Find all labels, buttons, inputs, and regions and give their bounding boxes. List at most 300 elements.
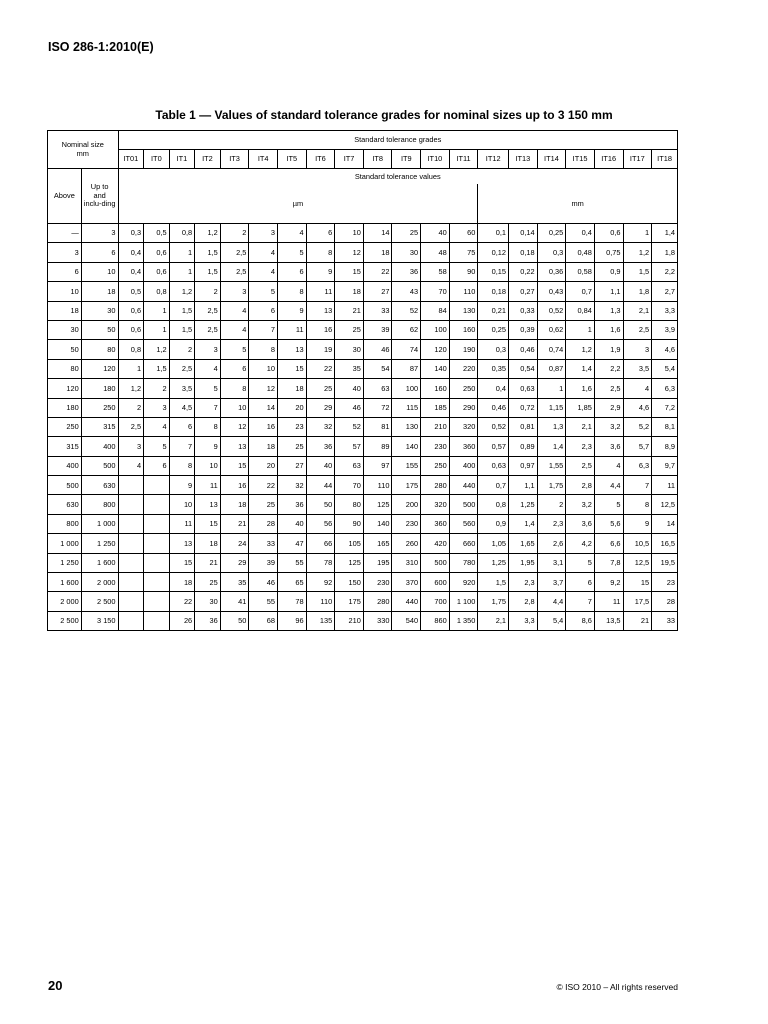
- value-cell: 7: [169, 437, 195, 456]
- value-cell: 2: [144, 379, 170, 398]
- value-cell: 57: [335, 437, 364, 456]
- value-cell: [144, 553, 170, 572]
- value-cell: 30: [392, 243, 421, 262]
- value-cell: 6: [249, 301, 278, 320]
- value-cell: 0,84: [566, 301, 595, 320]
- above-cell: 180: [48, 398, 82, 417]
- value-cell: 700: [421, 592, 450, 611]
- value-cell: 7: [566, 592, 595, 611]
- value-cell: 1: [566, 320, 595, 339]
- value-cell: 75: [449, 243, 478, 262]
- value-cell: 1,6: [594, 320, 623, 339]
- value-cell: 1: [537, 379, 566, 398]
- table-row: [48, 359, 678, 378]
- value-cell: 46: [363, 340, 392, 359]
- value-cell: 1,5: [623, 262, 652, 281]
- value-cell: 50: [306, 495, 335, 514]
- value-cell: 1,3: [594, 301, 623, 320]
- value-cell: 15: [335, 262, 364, 281]
- value-cell: 3: [195, 340, 221, 359]
- value-cell: 860: [421, 611, 450, 630]
- value-cell: 120: [421, 340, 450, 359]
- value-cell: 68: [249, 611, 278, 630]
- value-cell: 7,8: [594, 553, 623, 572]
- above-header: Above: [48, 169, 82, 224]
- value-cell: [144, 573, 170, 592]
- value-cell: 0,57: [478, 437, 509, 456]
- value-cell: 5,7: [623, 437, 652, 456]
- unit-um-header: µm: [118, 184, 478, 224]
- value-cell: 11: [277, 320, 306, 339]
- value-cell: 0,4: [118, 262, 144, 281]
- grade-header-it01: IT01: [118, 150, 144, 169]
- value-cell: 40: [306, 456, 335, 475]
- value-cell: 92: [306, 573, 335, 592]
- value-cell: 1,5: [195, 262, 221, 281]
- above-cell: 315: [48, 437, 82, 456]
- value-cell: 140: [363, 514, 392, 533]
- table-row: [48, 301, 678, 320]
- value-cell: 5,4: [652, 359, 678, 378]
- value-cell: 19: [306, 340, 335, 359]
- value-cell: 1,2: [623, 243, 652, 262]
- value-cell: 175: [392, 476, 421, 495]
- value-cell: 210: [335, 611, 364, 630]
- above-cell: 500: [48, 476, 82, 495]
- up-to-cell: 3 150: [81, 611, 118, 630]
- value-cell: 500: [421, 553, 450, 572]
- table-row: [48, 437, 678, 456]
- value-cell: 0,25: [478, 320, 509, 339]
- value-cell: 36: [195, 611, 221, 630]
- grade-header-it9: IT9: [392, 150, 421, 169]
- value-cell: 1,4: [566, 359, 595, 378]
- value-cell: 2: [169, 340, 195, 359]
- value-cell: 5: [277, 243, 306, 262]
- value-cell: 2,5: [623, 320, 652, 339]
- nominal-size-unit: mm: [76, 148, 89, 158]
- value-cell: 560: [449, 514, 478, 533]
- value-cell: 0,74: [537, 340, 566, 359]
- value-cell: 2,5: [195, 301, 221, 320]
- up-to-cell: 30: [81, 301, 118, 320]
- value-cell: 1,25: [509, 495, 538, 514]
- value-cell: 18: [277, 379, 306, 398]
- up-to-cell: 2 000: [81, 573, 118, 592]
- value-cell: 1,4: [652, 224, 678, 243]
- value-cell: 18: [169, 573, 195, 592]
- value-cell: [118, 534, 144, 553]
- value-cell: 1: [144, 301, 170, 320]
- value-cell: 0,4: [478, 379, 509, 398]
- value-cell: 5,6: [594, 514, 623, 533]
- value-cell: 21: [195, 553, 221, 572]
- value-cell: 78: [277, 592, 306, 611]
- value-cell: 8: [277, 282, 306, 301]
- value-cell: 330: [363, 611, 392, 630]
- value-cell: 0,3: [537, 243, 566, 262]
- value-cell: 2: [118, 398, 144, 417]
- page-number: 20: [48, 978, 63, 993]
- value-cell: 7: [249, 320, 278, 339]
- value-cell: 21: [220, 514, 249, 533]
- value-cell: 3: [249, 224, 278, 243]
- value-cell: 3,7: [537, 573, 566, 592]
- up-to-cell: 400: [81, 437, 118, 456]
- up-to-cell: 50: [81, 320, 118, 339]
- up-to-cell: 250: [81, 398, 118, 417]
- value-cell: 110: [363, 476, 392, 495]
- value-cell: 3: [220, 282, 249, 301]
- value-cell: 4: [144, 417, 170, 436]
- value-cell: 0,75: [594, 243, 623, 262]
- value-cell: 5: [566, 553, 595, 572]
- value-cell: 0,9: [594, 262, 623, 281]
- value-cell: 18: [195, 534, 221, 553]
- value-cell: 43: [392, 282, 421, 301]
- value-cell: 0,22: [509, 262, 538, 281]
- grade-header-it11: IT11: [449, 150, 478, 169]
- value-cell: 20: [249, 456, 278, 475]
- value-cell: 135: [306, 611, 335, 630]
- value-cell: 87: [392, 359, 421, 378]
- table-row: [48, 243, 678, 262]
- value-cell: [118, 553, 144, 572]
- value-cell: 0,25: [537, 224, 566, 243]
- value-cell: 28: [652, 592, 678, 611]
- value-cell: 3: [623, 340, 652, 359]
- value-cell: 48: [421, 243, 450, 262]
- value-cell: [144, 476, 170, 495]
- value-cell: 11: [195, 476, 221, 495]
- value-cell: 230: [392, 514, 421, 533]
- value-cell: 320: [449, 417, 478, 436]
- value-cell: 4,4: [537, 592, 566, 611]
- value-cell: 1,6: [566, 379, 595, 398]
- value-cell: 185: [421, 398, 450, 417]
- value-cell: 44: [306, 476, 335, 495]
- grade-header-it10: IT10: [421, 150, 450, 169]
- table-row: [48, 224, 678, 243]
- value-cell: 10: [220, 398, 249, 417]
- above-cell: —: [48, 224, 82, 243]
- value-cell: 140: [392, 437, 421, 456]
- table-row: [48, 340, 678, 359]
- value-cell: 2,9: [594, 398, 623, 417]
- value-cell: 39: [363, 320, 392, 339]
- value-cell: 47: [277, 534, 306, 553]
- grade-header-it16: IT16: [594, 150, 623, 169]
- value-cell: 21: [623, 611, 652, 630]
- value-cell: 8: [623, 495, 652, 514]
- value-cell: 25: [277, 437, 306, 456]
- value-cell: 6: [306, 224, 335, 243]
- value-cell: 0,52: [478, 417, 509, 436]
- value-cell: 13,5: [594, 611, 623, 630]
- value-cell: 1,5: [478, 573, 509, 592]
- copyright-notice: © ISO 2010 – All rights reserved: [556, 982, 678, 992]
- value-cell: 0,5: [144, 224, 170, 243]
- above-cell: 2 000: [48, 592, 82, 611]
- value-cell: 55: [249, 592, 278, 611]
- grade-header-it0: IT0: [144, 150, 170, 169]
- value-cell: 33: [652, 611, 678, 630]
- value-cell: 13: [277, 340, 306, 359]
- value-cell: 21: [335, 301, 364, 320]
- value-cell: 220: [449, 359, 478, 378]
- value-cell: 0,6: [144, 243, 170, 262]
- up-to-cell: 1 000: [81, 514, 118, 533]
- value-cell: 140: [421, 359, 450, 378]
- value-cell: 36: [277, 495, 306, 514]
- value-cell: 0,18: [509, 243, 538, 262]
- above-cell: 120: [48, 379, 82, 398]
- value-cell: 1,05: [478, 534, 509, 553]
- value-cell: 11: [594, 592, 623, 611]
- value-cell: 5: [594, 495, 623, 514]
- grade-header-it6: IT6: [306, 150, 335, 169]
- value-cell: 0,6: [594, 224, 623, 243]
- value-cell: 16,5: [652, 534, 678, 553]
- table-row: [48, 320, 678, 339]
- value-cell: 52: [392, 301, 421, 320]
- table-row: [48, 514, 678, 533]
- tolerance-table: [47, 130, 678, 631]
- above-cell: 10: [48, 282, 82, 301]
- value-cell: 70: [421, 282, 450, 301]
- value-cell: 4,5: [169, 398, 195, 417]
- value-cell: 250: [449, 379, 478, 398]
- up-to-cell: 6: [81, 243, 118, 262]
- value-cell: 30: [195, 592, 221, 611]
- value-cell: 4,6: [652, 340, 678, 359]
- value-cell: 0,4: [566, 224, 595, 243]
- value-cell: 1: [169, 243, 195, 262]
- value-cell: 40: [277, 514, 306, 533]
- value-cell: 3,1: [537, 553, 566, 572]
- value-cell: 125: [335, 553, 364, 572]
- up-to-cell: 630: [81, 476, 118, 495]
- value-cell: 2,1: [566, 417, 595, 436]
- value-cell: [118, 611, 144, 630]
- grade-header-it4: IT4: [249, 150, 278, 169]
- standard-grades-header: Standard tolerance grades: [118, 131, 677, 150]
- table-row: [48, 573, 678, 592]
- value-cell: 0,3: [478, 340, 509, 359]
- value-cell: 0,8: [478, 495, 509, 514]
- table-row: [48, 417, 678, 436]
- value-cell: 26: [169, 611, 195, 630]
- value-cell: 2: [220, 224, 249, 243]
- value-cell: 1,1: [509, 476, 538, 495]
- value-cell: 780: [449, 553, 478, 572]
- value-cell: 14: [363, 224, 392, 243]
- value-cell: 130: [392, 417, 421, 436]
- value-cell: 84: [421, 301, 450, 320]
- above-cell: 50: [48, 340, 82, 359]
- value-cell: 3,5: [169, 379, 195, 398]
- up-to-cell: 120: [81, 359, 118, 378]
- value-cell: 35: [220, 573, 249, 592]
- value-cell: 3,2: [566, 495, 595, 514]
- grade-header-it7: IT7: [335, 150, 364, 169]
- value-cell: 29: [220, 553, 249, 572]
- above-cell: 1 600: [48, 573, 82, 592]
- value-cell: 3,9: [652, 320, 678, 339]
- value-cell: 8: [306, 243, 335, 262]
- value-cell: 30: [335, 340, 364, 359]
- value-cell: 5,2: [623, 417, 652, 436]
- value-cell: 0,15: [478, 262, 509, 281]
- value-cell: 2: [537, 495, 566, 514]
- value-cell: 0,12: [478, 243, 509, 262]
- grade-header-it1: IT1: [169, 150, 195, 169]
- value-cell: 54: [363, 359, 392, 378]
- value-cell: 1,3: [537, 417, 566, 436]
- value-cell: 155: [392, 456, 421, 475]
- value-cell: 25: [392, 224, 421, 243]
- value-cell: 2,3: [566, 437, 595, 456]
- value-cell: 18: [220, 495, 249, 514]
- value-cell: 10,5: [623, 534, 652, 553]
- value-cell: 0,9: [478, 514, 509, 533]
- value-cell: 2,1: [478, 611, 509, 630]
- value-cell: 15: [169, 553, 195, 572]
- value-cell: 115: [392, 398, 421, 417]
- value-cell: [118, 476, 144, 495]
- value-cell: 0,63: [478, 456, 509, 475]
- value-cell: 1,25: [478, 553, 509, 572]
- value-cell: 6,3: [652, 379, 678, 398]
- value-cell: 0,21: [478, 301, 509, 320]
- value-cell: 41: [220, 592, 249, 611]
- value-cell: 1,2: [566, 340, 595, 359]
- value-cell: 35: [335, 359, 364, 378]
- table-row: [48, 456, 678, 475]
- value-cell: 22: [306, 359, 335, 378]
- value-cell: 1,1: [594, 282, 623, 301]
- value-cell: 0,46: [478, 398, 509, 417]
- value-cell: 2,2: [652, 262, 678, 281]
- value-cell: 96: [277, 611, 306, 630]
- value-cell: 1,5: [195, 243, 221, 262]
- value-cell: 40: [335, 379, 364, 398]
- value-cell: 29: [306, 398, 335, 417]
- value-cell: 6: [220, 359, 249, 378]
- value-cell: 5: [249, 282, 278, 301]
- value-cell: 25: [195, 573, 221, 592]
- value-cell: 1,4: [537, 437, 566, 456]
- value-cell: 1: [144, 320, 170, 339]
- value-cell: 62: [392, 320, 421, 339]
- grade-header-row: [48, 150, 678, 169]
- value-cell: 160: [449, 320, 478, 339]
- value-cell: 58: [421, 262, 450, 281]
- value-cell: 0,5: [118, 282, 144, 301]
- table-row: [48, 282, 678, 301]
- value-cell: 2,5: [169, 359, 195, 378]
- value-cell: 440: [392, 592, 421, 611]
- value-cell: 0,8: [118, 340, 144, 359]
- above-cell: 2 500: [48, 611, 82, 630]
- value-cell: 165: [363, 534, 392, 553]
- value-cell: 56: [306, 514, 335, 533]
- nominal-size-header: [48, 131, 119, 169]
- value-cell: 0,35: [478, 359, 509, 378]
- value-cell: 16: [220, 476, 249, 495]
- value-cell: [118, 573, 144, 592]
- value-cell: 0,7: [566, 282, 595, 301]
- value-cell: 0,8: [144, 282, 170, 301]
- value-cell: 10: [249, 359, 278, 378]
- value-cell: 2,5: [195, 320, 221, 339]
- value-cell: 17,5: [623, 592, 652, 611]
- value-cell: 2,5: [566, 456, 595, 475]
- value-cell: 1,2: [169, 282, 195, 301]
- value-cell: [118, 495, 144, 514]
- up-to-header: Up to and inclu-ding: [81, 169, 118, 224]
- value-cell: 12,5: [652, 495, 678, 514]
- value-cell: 9: [169, 476, 195, 495]
- table-body: [48, 224, 678, 631]
- value-cell: 5: [144, 437, 170, 456]
- value-cell: 0,3: [118, 224, 144, 243]
- above-cell: 18: [48, 301, 82, 320]
- value-cell: [144, 514, 170, 533]
- value-cell: [144, 534, 170, 553]
- value-cell: 2,2: [594, 359, 623, 378]
- value-cell: 4,4: [594, 476, 623, 495]
- value-cell: 0,72: [509, 398, 538, 417]
- value-cell: 25: [335, 320, 364, 339]
- value-cell: 230: [421, 437, 450, 456]
- value-cell: 105: [335, 534, 364, 553]
- value-cell: 4: [118, 456, 144, 475]
- value-cell: 7: [195, 398, 221, 417]
- above-cell: 250: [48, 417, 82, 436]
- value-cell: 200: [392, 495, 421, 514]
- value-cell: 1,4: [509, 514, 538, 533]
- value-cell: 3,6: [594, 437, 623, 456]
- value-cell: 2,8: [509, 592, 538, 611]
- value-cell: 8,1: [652, 417, 678, 436]
- value-cell: 52: [335, 417, 364, 436]
- value-cell: 2,3: [537, 514, 566, 533]
- value-cell: 32: [277, 476, 306, 495]
- value-cell: 6: [169, 417, 195, 436]
- value-cell: 1: [169, 262, 195, 281]
- value-cell: 0,43: [537, 282, 566, 301]
- value-cell: 32: [306, 417, 335, 436]
- above-cell: 80: [48, 359, 82, 378]
- value-cell: 2,5: [118, 417, 144, 436]
- value-cell: 15: [277, 359, 306, 378]
- value-cell: 1,2: [144, 340, 170, 359]
- grade-header-it3: IT3: [220, 150, 249, 169]
- up-to-cell: 10: [81, 262, 118, 281]
- up-to-cell: 800: [81, 495, 118, 514]
- value-cell: 12: [220, 417, 249, 436]
- value-cell: 8,6: [566, 611, 595, 630]
- value-cell: 90: [449, 262, 478, 281]
- value-cell: 360: [421, 514, 450, 533]
- value-cell: 130: [449, 301, 478, 320]
- value-cell: 370: [392, 573, 421, 592]
- value-cell: 1,75: [537, 476, 566, 495]
- grade-header-it18: IT18: [652, 150, 678, 169]
- table-row: [48, 611, 678, 630]
- value-cell: 1,8: [623, 282, 652, 301]
